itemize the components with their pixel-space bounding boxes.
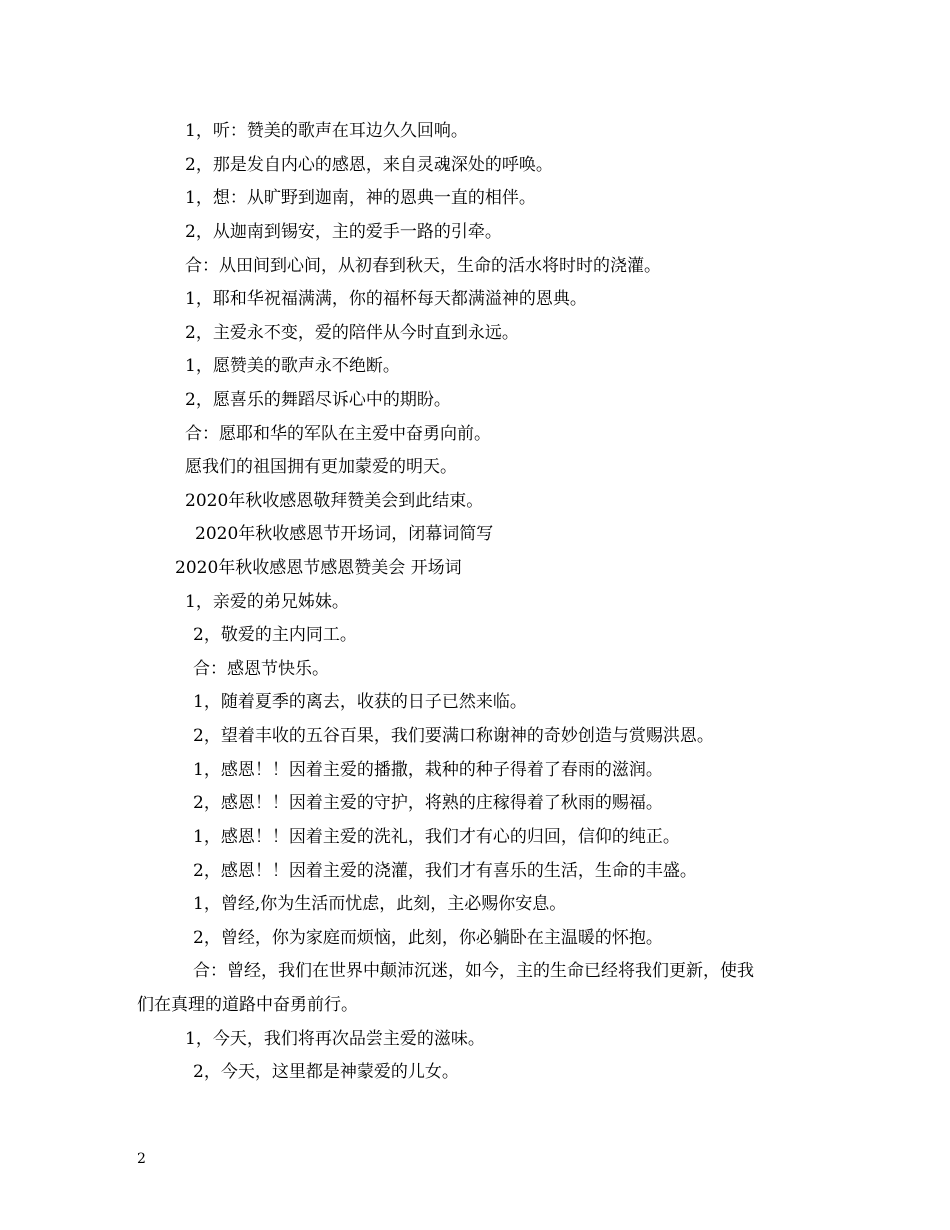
text-line: 2020年秋收感恩敬拜赞美会到此结束。 — [185, 491, 484, 511]
text-line: 1，亲爱的弟兄姊妹。 — [185, 592, 349, 612]
text-line: 1，今天，我们将再次品尝主爱的滋味。 — [185, 1029, 485, 1049]
page-number: 2 — [137, 1151, 146, 1167]
text-line: 1，感恩！！因着主爱的播撒，栽种的种子得着了春雨的滋润。 — [193, 760, 663, 780]
text-line: 2，那是发自内心的感恩，来自灵魂深处的呼唤。 — [185, 155, 553, 175]
text-line: 1，感恩！！因着主爱的洗礼，我们才有心的归回，信仰的纯正。 — [193, 827, 680, 847]
text-line-continuation: 们在真理的道路中奋勇前行。 — [137, 995, 358, 1015]
text-line: 合：感恩节快乐。 — [193, 659, 329, 679]
text-line: 1，想：从旷野到迦南，神的恩典一直的相伴。 — [185, 188, 536, 208]
text-line: 2，从迦南到锡安，主的爱手一路的引牵。 — [185, 222, 502, 242]
text-line: 2，曾经，你为家庭而烦恼，此刻，你必躺卧在主温暖的怀抱。 — [193, 928, 663, 948]
text-line: 2，望着丰收的五谷百果，我们要满口称谢神的奇妙创造与赏赐洪恩。 — [193, 726, 714, 746]
text-line: 合：从田间到心间，从初春到秋天，生命的活水将时时的浇灌。 — [185, 256, 661, 276]
text-line: 2，感恩！！因着主爱的浇灌，我们才有喜乐的生活，生命的丰盛。 — [193, 861, 697, 881]
text-line: 合：愿耶和华的军队在主爱中奋勇向前。 — [185, 424, 491, 444]
text-line: 1，耶和华祝福满满，你的福杯每天都满溢神的恩典。 — [185, 289, 587, 309]
text-line: 2，今天，这里都是神蒙爱的儿女。 — [193, 1062, 459, 1082]
text-line: 1，曾经,你为生活而忧虑，此刻，主必赐你安息。 — [193, 894, 567, 914]
text-line: 1，愿赞美的歌声永不绝断。 — [185, 356, 400, 376]
text-line: 2，敬爱的主内同工。 — [193, 625, 357, 645]
text-line: 1，随着夏季的离去，收获的日子已然来临。 — [193, 692, 527, 712]
subheading: 2020年秋收感恩节开场词，闭幕词简写 — [195, 524, 494, 544]
text-line: 2，主爱永不变，爱的陪伴从今时直到永远。 — [185, 323, 519, 343]
text-line: 合：曾经，我们在世界中颠沛沉迷，如今，主的生命已经将我们更新，使我 — [193, 961, 754, 981]
text-line: 1，听：赞美的歌声在耳边久久回响。 — [185, 121, 468, 141]
section-title: 2020年秋收感恩节感恩赞美会 开场词 — [175, 558, 462, 578]
text-line: 愿我们的祖国拥有更加蒙爱的明天。 — [185, 457, 457, 477]
text-line: 2，感恩！！因着主爱的守护，将熟的庄稼得着了秋雨的赐福。 — [193, 793, 663, 813]
text-line: 2，愿喜乐的舞蹈尽诉心中的期盼。 — [185, 390, 451, 410]
